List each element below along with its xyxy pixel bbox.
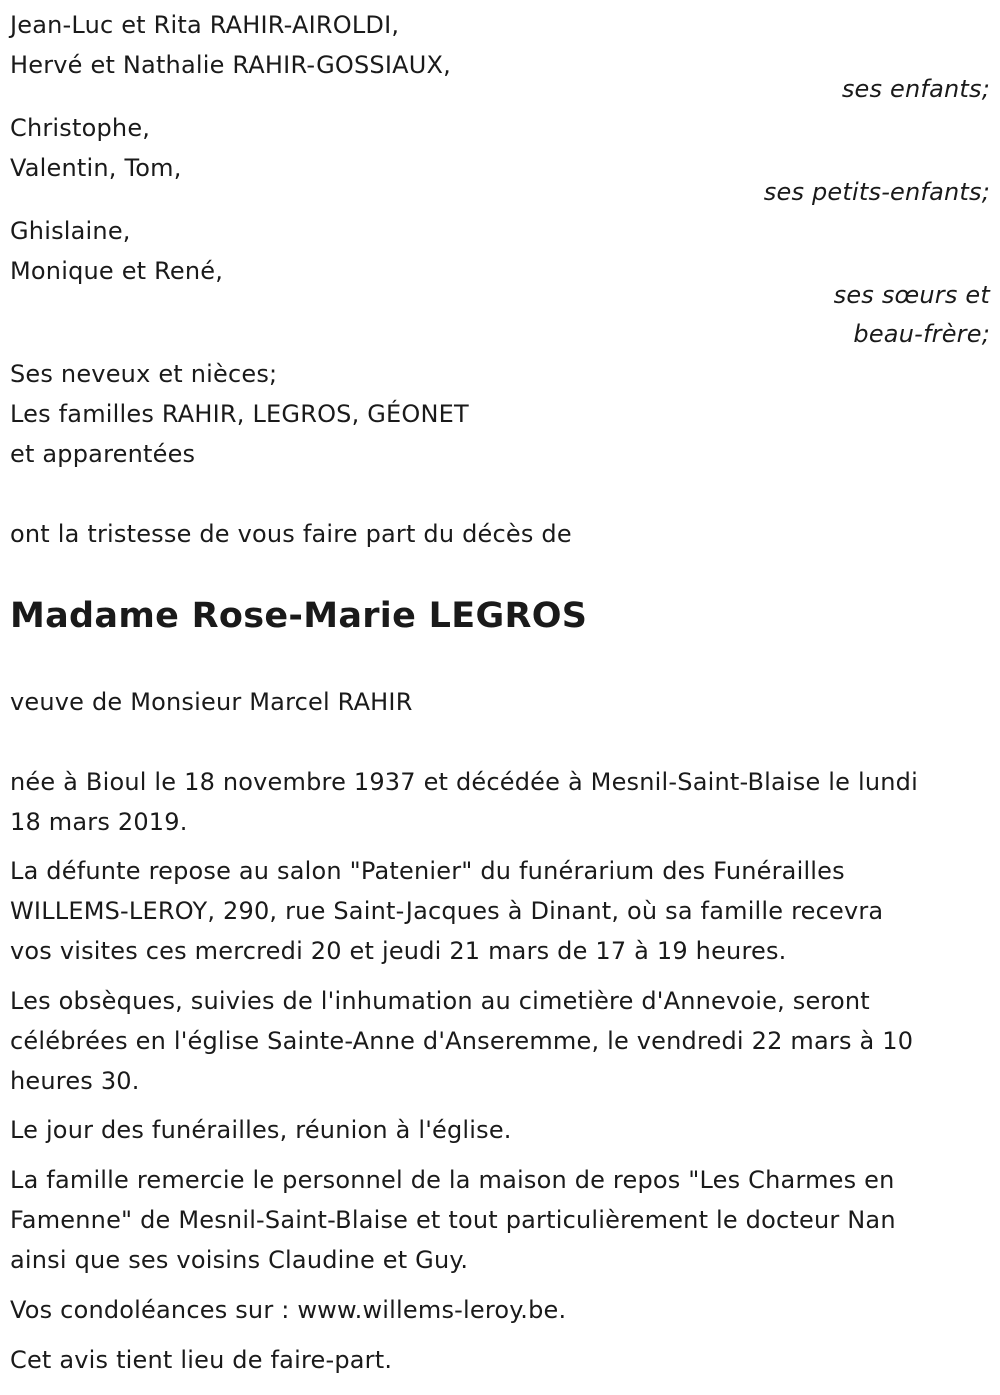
- children-line-1: Jean-Luc et Rita RAHIR-AIROLDI,: [10, 11, 400, 39]
- birth-death-line-2: 18 mars 2019.: [10, 808, 188, 836]
- grandchildren-role: ses petits-enfants;: [763, 178, 990, 206]
- rest-line-3: vos visites ces mercredi 20 et jeudi 21 mars de 17 à 19 heures.: [10, 937, 787, 965]
- children-role: ses enfants;: [841, 75, 990, 103]
- thanks-line-2: Famenne" de Mesnil-Saint-Blaise et tout particulièrement le docteur Nan: [10, 1206, 896, 1234]
- widow-of: veuve de Monsieur Marcel RAHIR: [10, 688, 413, 716]
- announcement: ont la tristesse de vous faire part du décès de: [10, 520, 572, 548]
- funeral-line-1: Les obsèques, suivies de l'inhumation au cimetière d'Annevoie, seront: [10, 987, 870, 1015]
- funeral-line-3: heures 30.: [10, 1067, 140, 1095]
- others-line-2: Les familles RAHIR, LEGROS, GÉONET: [10, 400, 469, 428]
- meeting-line: Le jour des funérailles, réunion à l'église.: [10, 1116, 512, 1144]
- notice-line: Cet avis tient lieu de faire-part.: [10, 1346, 393, 1374]
- grandchildren-line-2: Valentin, Tom,: [10, 154, 182, 182]
- thanks-line-1: La famille remercie le personnel de la maison de repos "Les Charmes en: [10, 1166, 895, 1194]
- siblings-role-line-1: ses sœurs et: [833, 281, 990, 309]
- thanks-line-3: ainsi que ses voisins Claudine et Guy.: [10, 1246, 469, 1274]
- rest-line-1: La défunte repose au salon "Patenier" du funérarium des Funérailles: [10, 857, 845, 885]
- others-line-3: et apparentées: [10, 440, 196, 468]
- others-line-1: Ses neveux et nièces;: [10, 360, 278, 388]
- siblings-role-line-2: beau-frère;: [853, 320, 990, 348]
- birth-death-line-1: née à Bioul le 18 novembre 1937 et décédée à Mesnil-Saint-Blaise le lundi: [10, 768, 918, 796]
- deceased-name: Madame Rose-Marie LEGROS: [10, 596, 588, 636]
- condolences-line: Vos condoléances sur : www.willems-leroy.be.: [10, 1296, 567, 1324]
- funeral-line-2: célébrées en l'église Sainte-Anne d'Anseremme, le vendredi 22 mars à 10: [10, 1027, 914, 1055]
- grandchildren-line-1: Christophe,: [10, 114, 151, 142]
- siblings-line-2: Monique et René,: [10, 257, 224, 285]
- siblings-line-1: Ghislaine,: [10, 217, 131, 245]
- children-line-2: Hervé et Nathalie RAHIR-GOSSIAUX,: [10, 51, 451, 79]
- rest-line-2: WILLEMS-LEROY, 290, rue Saint-Jacques à Dinant, où sa famille recevra: [10, 897, 884, 925]
